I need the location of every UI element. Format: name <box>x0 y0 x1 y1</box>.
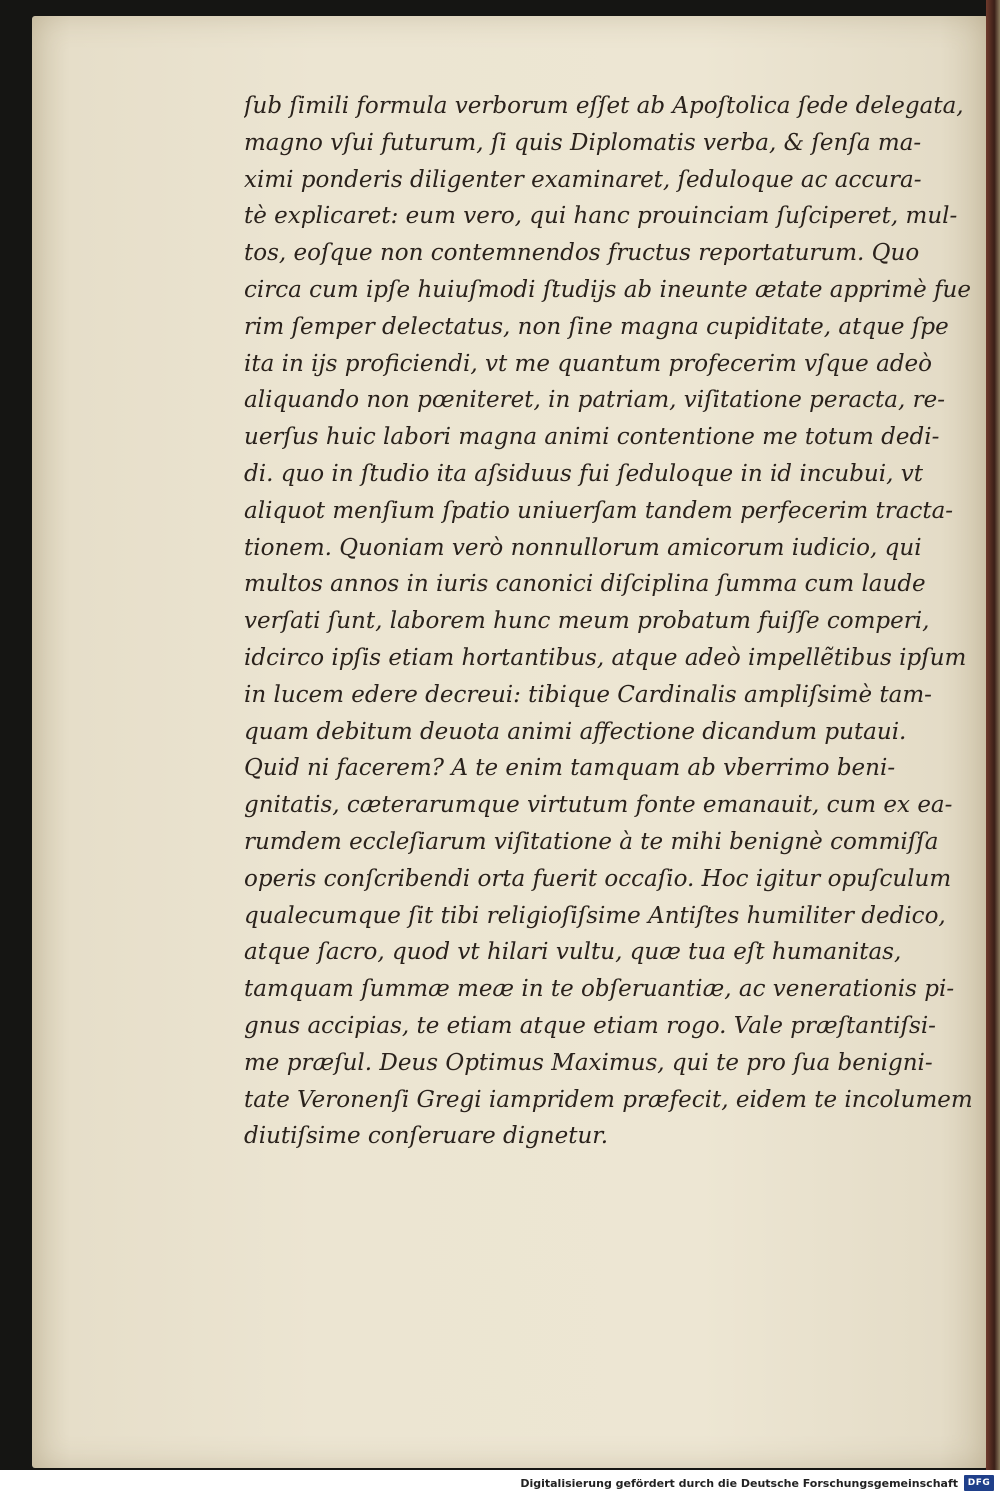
dfg-logo-icon: DFG <box>964 1475 994 1491</box>
text-line: verſati ſunt, laborem hunc meum probatum fuiſſe comperi, <box>244 608 930 635</box>
text-line: tionem. Quoniam verò nonnullorum amicorum iudicio, qui <box>244 534 922 561</box>
text-line: ita in ijs proficiendi, vt me quantum profecerim vſque adeò <box>244 350 933 377</box>
text-line: circa cum ipſe huiuſmodi ſtudijs ab ineunte ætate apprimè fue <box>244 276 971 303</box>
text-line: atque ſacro, quod vt hilari vultu, quæ tua eſt humanitas, <box>244 939 902 966</box>
text-line: qualecumque ſit tibi religioſiſsime Antiſtes humiliter dedico, <box>244 902 946 929</box>
text-line: tamquam ſummæ meæ in te obſeruantiæ, ac venerationis pi- <box>244 976 955 1003</box>
text-line: diutiſsime conſeruare dignetur. <box>244 1123 609 1150</box>
text-line: di. quo in ſtudio ita aſsiduus fui ſeduloque in id incubui, vt <box>244 460 923 487</box>
text-line: tate Veronenſi Gregi iampridem præfecit, eidem te incolumem <box>244 1086 973 1113</box>
page-text <box>244 88 984 1155</box>
text-line: magno vſui futurum, ſi quis Diplomatis verba, & ſenſa ma- <box>244 129 922 156</box>
funding-credit: Digitalisierung gefördert durch die Deutsche Forschungsgemeinschaft <box>520 1477 958 1490</box>
text-line: aliquando non pœniteret, in patriam, viſitatione peracta, re- <box>244 387 945 414</box>
text-line: operis conſcribendi orta fuerit occaſio. Hoc igitur opuſculum <box>244 865 952 892</box>
text-line: uerſus huic labori magna animi contentione me totum dedi- <box>244 424 940 451</box>
text-line: quam debitum deuota animi affectione dicandum putaui. <box>244 718 907 745</box>
text-line: multos annos in iuris canonici diſciplina ſumma cum laude <box>244 571 926 598</box>
text-line: gnitatis, cæterarumque virtutum fonte emanauit, cum ex ea- <box>244 792 953 819</box>
text-line: tè explicaret: eum vero, qui hanc prouinciam ſuſciperet, mul- <box>244 203 958 230</box>
text-line: gnus accipias, te etiam atque etiam rogo. Vale præſtantiſsi- <box>244 1012 936 1039</box>
text-line: aliquot menſium ſpatio uniuerſam tandem perfecerim tracta- <box>244 497 954 524</box>
book-edge <box>986 0 1000 1470</box>
text-line: in lucem edere decreui: tibique Cardinalis ampliſsimè tam- <box>244 681 932 708</box>
text-line: ximi ponderis diligenter examinaret, ſeduloque ac accura- <box>244 166 922 193</box>
text-line: Quid ni facerem? A te enim tamquam ab vberrimo beni- <box>244 755 896 782</box>
text-line: rumdem eccleſiarum viſitatione à te mihi benignè commiſſa <box>244 828 939 855</box>
text-line: rim ſemper delectatus, non ſine magna cupiditate, atque ſpe <box>244 313 949 340</box>
text-line: ſub ſimili formula verborum eſſet ab Apoſtolica ſede delegata, <box>244 93 964 119</box>
text-line: idcirco ipſis etiam hortantibus, atque adeò impellẽtibus ipſum <box>244 644 967 671</box>
footer-bar <box>0 1470 1000 1498</box>
text-line: tos, eoſque non contemnendos fructus reportaturum. Quo <box>244 240 920 267</box>
book-page <box>32 16 988 1468</box>
text-line: me præſul. Deus Optimus Maximus, qui te pro ſua benigni- <box>244 1049 933 1076</box>
